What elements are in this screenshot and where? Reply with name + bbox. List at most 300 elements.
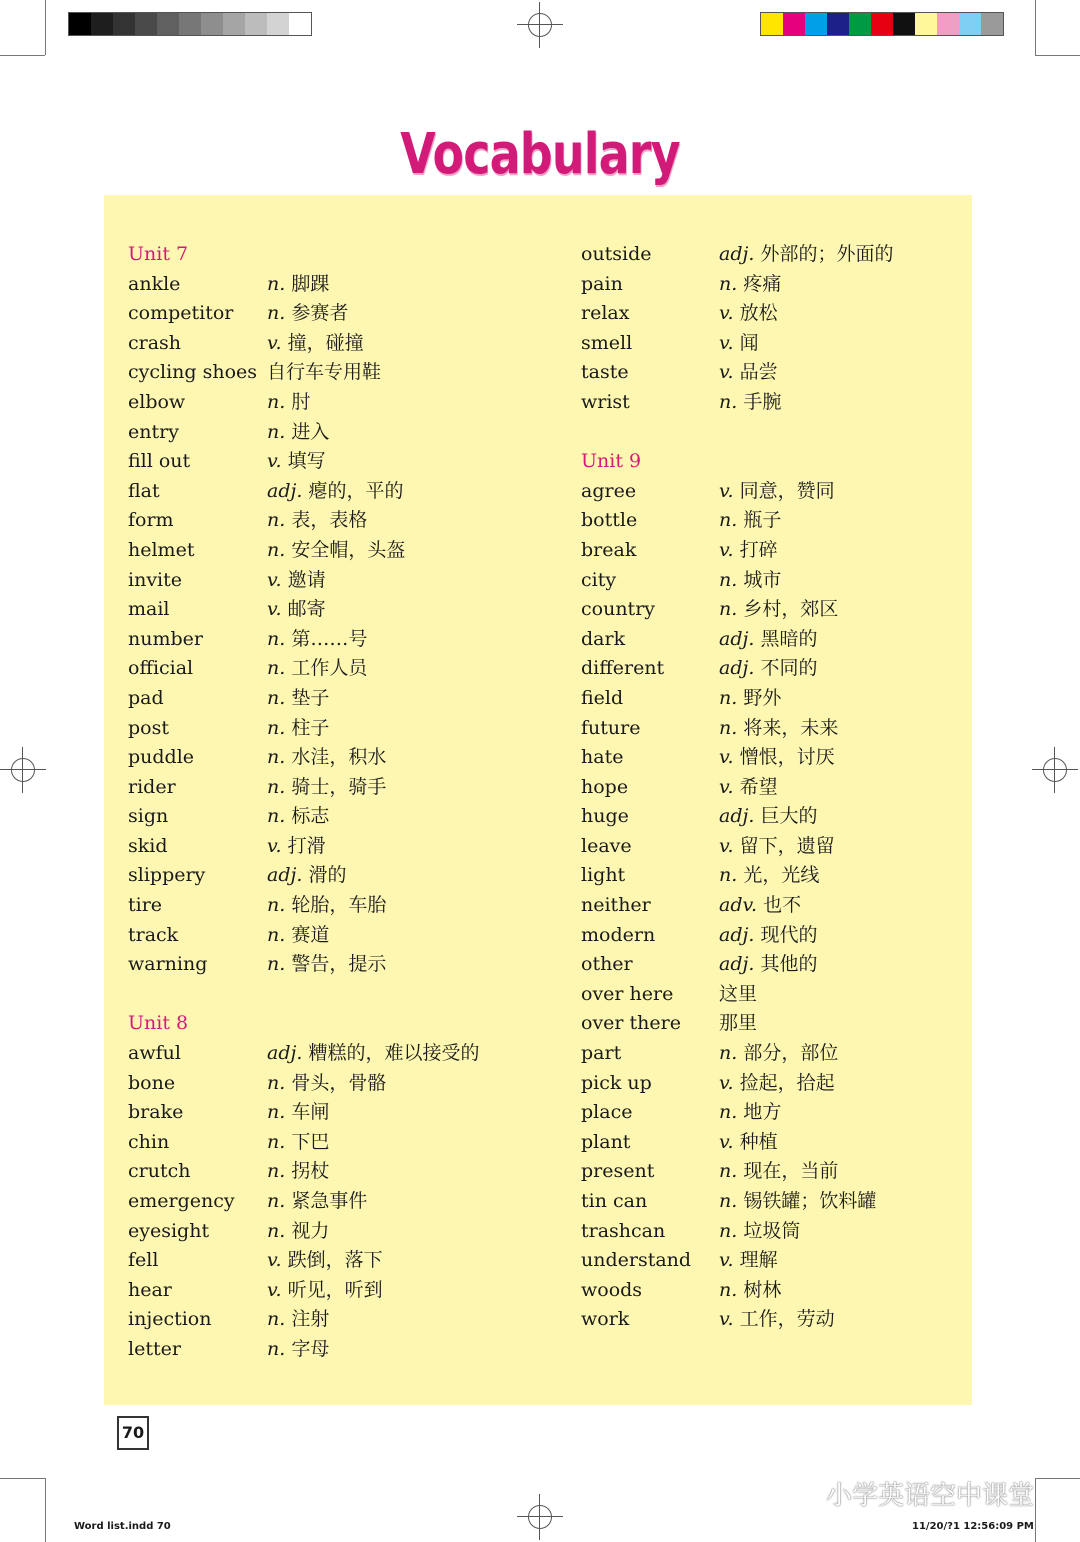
vocab-word: puddle	[128, 746, 195, 769]
vocab-entry	[581, 299, 1001, 329]
meaning: 瘪的，平的	[308, 479, 404, 502]
meaning: 垃圾筒	[743, 1219, 801, 1242]
meaning: 赛道	[291, 923, 330, 946]
vocab-entry	[128, 299, 548, 329]
meaning: 安全帽，头盔	[291, 538, 406, 561]
vocab-definition	[267, 1128, 329, 1158]
meaning: 品尝	[739, 361, 778, 384]
part-of-speech: v.	[719, 834, 734, 857]
section-spacer	[581, 418, 1001, 448]
vocab-entry	[581, 270, 1001, 300]
vocab-definition	[267, 1246, 383, 1276]
part-of-speech: v.	[719, 746, 734, 769]
vocab-word: tin can	[581, 1190, 648, 1212]
vocab-definition	[719, 536, 778, 566]
vocab-definition	[719, 861, 819, 891]
grayscale-swatch-bar	[68, 12, 312, 36]
meaning: 那里	[719, 1012, 758, 1035]
vocab-entry	[128, 1157, 548, 1187]
part-of-speech: v.	[719, 1130, 734, 1153]
vocab-entry	[581, 714, 1001, 744]
part-of-speech: v.	[719, 302, 734, 325]
part-of-speech: n.	[719, 390, 738, 413]
vocab-word: taste	[581, 361, 629, 384]
vocab-definition	[267, 1217, 329, 1247]
meaning: 进入	[291, 420, 330, 443]
vocab-definition	[719, 802, 817, 832]
part-of-speech: v.	[719, 331, 734, 354]
part-of-speech: n.	[719, 272, 738, 295]
vocab-entry	[581, 1009, 1001, 1039]
part-of-speech: v.	[719, 479, 734, 502]
vocab-word: crash	[128, 331, 182, 354]
vocab-word: invite	[128, 568, 183, 591]
vocab-entry	[128, 418, 548, 448]
part-of-speech: n.	[267, 420, 286, 443]
vocab-word: tire	[128, 894, 163, 917]
vocab-word: city	[581, 568, 617, 591]
vocab-entry	[581, 566, 1001, 596]
part-of-speech: n.	[267, 1337, 286, 1360]
vocab-definition	[267, 1069, 386, 1099]
vocab-definition	[719, 506, 781, 536]
part-of-speech: n.	[267, 1101, 286, 1124]
crop-mark-top-right-h	[1035, 55, 1080, 56]
vocab-definition	[267, 388, 310, 418]
meaning: 表，表格	[291, 509, 368, 532]
vocab-entry	[128, 1305, 548, 1335]
meaning: 垫子	[291, 686, 330, 709]
meaning: 瓶子	[743, 509, 782, 532]
meaning: 城市	[743, 568, 782, 591]
vocab-entry	[128, 625, 548, 655]
vocab-definition	[267, 447, 326, 477]
vocab-definition	[267, 861, 346, 891]
part-of-speech: adj.	[719, 627, 755, 650]
meaning: 轮胎，车胎	[291, 894, 387, 917]
crop-mark-top-right-v	[1035, 0, 1036, 55]
vocab-entry	[128, 921, 548, 951]
part-of-speech: n.	[267, 272, 286, 295]
meaning: 现在，当前	[743, 1160, 839, 1183]
vocab-definition	[267, 329, 364, 359]
vocab-definition	[719, 743, 835, 773]
page-title: Vocabulary	[400, 122, 680, 187]
part-of-speech: n.	[719, 1190, 738, 1212]
vocab-definition	[719, 1128, 778, 1158]
vocab-definition	[719, 891, 801, 921]
vocab-definition	[719, 1069, 835, 1099]
part-of-speech: n.	[719, 1278, 738, 1301]
meaning: 紧急事件	[291, 1190, 368, 1212]
vocab-word: future	[581, 716, 641, 739]
vocab-word: helmet	[128, 538, 195, 561]
vocab-entry	[581, 595, 1001, 625]
vocab-entry	[128, 329, 548, 359]
vocab-entry	[128, 1246, 548, 1276]
vocab-entry	[128, 1187, 548, 1217]
meaning: 邮寄	[287, 598, 326, 621]
part-of-speech: n.	[267, 1190, 286, 1212]
vocab-definition	[267, 1276, 383, 1306]
vocab-word: over there	[581, 1012, 681, 1035]
vocab-word: hear	[128, 1278, 172, 1301]
vocab-word: eyesight	[128, 1219, 210, 1242]
vocab-entry	[581, 1128, 1001, 1158]
meaning: 下巴	[291, 1130, 330, 1153]
part-of-speech: v.	[719, 361, 734, 384]
vocab-entry	[581, 358, 1001, 388]
part-of-speech: n.	[719, 686, 738, 709]
vocab-entry	[128, 477, 548, 507]
meaning: 锡铁罐；饮料罐	[743, 1190, 877, 1212]
vocab-definition	[719, 832, 835, 862]
vocab-definition	[267, 358, 381, 388]
part-of-speech: n.	[719, 1160, 738, 1183]
part-of-speech: adj.	[719, 923, 755, 946]
vocab-entry	[128, 714, 548, 744]
vocab-entry	[128, 832, 548, 862]
vocab-word: break	[581, 538, 637, 561]
page-number: 70	[117, 1416, 149, 1450]
meaning: 自行车专用鞋	[267, 361, 382, 384]
meaning: 参赛者	[291, 302, 349, 325]
meaning: 手腕	[743, 390, 782, 413]
meaning: 填写	[287, 450, 326, 473]
part-of-speech: n.	[719, 1042, 738, 1065]
vocab-definition	[719, 566, 781, 596]
meaning: 肘	[291, 390, 311, 413]
vocab-definition	[719, 388, 781, 418]
vocab-entry	[581, 950, 1001, 980]
vocab-entry	[128, 891, 548, 921]
crop-mark-bottom-left-h	[0, 1478, 45, 1479]
meaning: 滑的	[308, 864, 347, 887]
meaning: 捡起，拾起	[739, 1071, 835, 1094]
vocab-definition	[267, 1039, 479, 1069]
vocab-word: light	[581, 864, 626, 887]
meaning: 留下，遗留	[739, 834, 835, 857]
vocab-entry	[581, 388, 1001, 418]
meaning: 将来，未来	[743, 716, 839, 739]
vocab-definition	[267, 595, 326, 625]
vocab-word: field	[581, 686, 624, 709]
vocab-word: emergency	[128, 1190, 235, 1212]
vocab-entry	[581, 891, 1001, 921]
meaning: 打碎	[739, 538, 778, 561]
vocab-definition	[719, 684, 781, 714]
vocab-definition	[267, 802, 329, 832]
vocab-entry	[581, 1276, 1001, 1306]
vocab-word: letter	[128, 1337, 181, 1360]
part-of-speech: n.	[267, 775, 286, 798]
meaning: 疼痛	[743, 272, 782, 295]
vocab-word: number	[128, 627, 203, 650]
vocab-word: fill out	[128, 450, 191, 473]
vocab-definition	[719, 595, 838, 625]
meaning: 撞，碰撞	[287, 331, 364, 354]
vocab-definition	[267, 1157, 329, 1187]
vocab-definition	[719, 240, 893, 270]
part-of-speech: n.	[719, 1219, 738, 1242]
registration-mark-left	[0, 747, 46, 793]
part-of-speech: n.	[267, 538, 286, 561]
part-of-speech: v.	[719, 538, 734, 561]
vocab-entry	[581, 1069, 1001, 1099]
meaning: 不同的	[760, 657, 818, 680]
vocab-word: pad	[128, 686, 164, 709]
crop-mark-bottom-right-v	[1035, 1478, 1036, 1542]
vocab-definition	[719, 270, 781, 300]
registration-mark-right	[1032, 747, 1078, 793]
vocab-word: understand	[581, 1249, 692, 1272]
meaning: 第……号	[291, 627, 368, 650]
part-of-speech: adj.	[267, 479, 303, 502]
vocab-word: form	[128, 509, 174, 532]
unit-heading: Unit 7	[128, 243, 189, 265]
vocab-entry	[581, 802, 1001, 832]
vocab-definition	[267, 506, 367, 536]
vocab-word: flat	[128, 479, 160, 502]
vocab-entry	[128, 1276, 548, 1306]
vocab-entry	[581, 536, 1001, 566]
vocab-word: dark	[581, 627, 626, 650]
vocab-word: crutch	[128, 1160, 191, 1183]
vocab-entry	[581, 832, 1001, 862]
vocab-definition	[267, 950, 386, 980]
vocab-word: country	[581, 598, 656, 621]
meaning: 树林	[743, 1278, 782, 1301]
vocab-word: other	[581, 953, 633, 976]
vocab-word: over here	[581, 982, 674, 1005]
vocab-word: chin	[128, 1130, 170, 1153]
vocab-definition	[267, 832, 326, 862]
vocab-entry	[581, 743, 1001, 773]
part-of-speech: n.	[267, 716, 286, 739]
vocab-entry	[581, 654, 1001, 684]
meaning: 骨头，骨骼	[291, 1071, 387, 1094]
vocab-definition	[267, 1098, 329, 1128]
vocab-entry	[128, 270, 548, 300]
vocab-entry	[128, 1217, 548, 1247]
vocab-entry	[128, 595, 548, 625]
part-of-speech: n.	[267, 1071, 286, 1094]
meaning: 也不	[763, 894, 802, 917]
vocab-word: pain	[581, 272, 623, 295]
vocab-entry	[581, 477, 1001, 507]
vocab-definition	[719, 1305, 835, 1335]
vocab-entry	[128, 1335, 548, 1365]
vocab-word: awful	[128, 1042, 181, 1065]
vocab-definition	[267, 654, 367, 684]
vocab-word: elbow	[128, 390, 186, 413]
part-of-speech: n.	[267, 923, 286, 946]
vocab-entry	[128, 536, 548, 566]
part-of-speech: n.	[267, 686, 286, 709]
vocab-word: woods	[581, 1278, 643, 1301]
part-of-speech: v.	[267, 568, 282, 591]
registration-mark-top	[517, 2, 563, 48]
vocab-entry	[128, 388, 548, 418]
meaning: 放松	[739, 302, 778, 325]
vocab-word: track	[128, 923, 179, 946]
vocab-entry	[128, 1039, 548, 1069]
vocab-word: fell	[128, 1249, 159, 1272]
part-of-speech: v.	[267, 834, 282, 857]
meaning: 种植	[739, 1130, 778, 1153]
vocab-word: present	[581, 1160, 655, 1183]
meaning: 警告，提示	[291, 953, 387, 976]
vocab-word: competitor	[128, 302, 234, 325]
vocab-definition	[719, 1009, 757, 1039]
part-of-speech: adv.	[719, 894, 758, 917]
meaning: 巨大的	[760, 805, 818, 828]
meaning: 拐杖	[291, 1160, 330, 1183]
meaning: 车闸	[291, 1101, 330, 1124]
part-of-speech: v.	[267, 1249, 282, 1272]
meaning: 糟糕的，难以接受的	[308, 1042, 480, 1065]
part-of-speech: v.	[719, 775, 734, 798]
vocab-word: pick up	[581, 1071, 652, 1094]
vocab-definition	[267, 270, 329, 300]
vocab-entry	[128, 654, 548, 684]
wechat-icon	[780, 1478, 818, 1508]
vocab-word: leave	[581, 834, 632, 857]
vocab-entry	[128, 684, 548, 714]
vocab-entry	[128, 506, 548, 536]
part-of-speech: v.	[267, 598, 282, 621]
part-of-speech: n.	[267, 657, 286, 680]
vocab-entry	[581, 506, 1001, 536]
vocab-definition	[267, 921, 329, 951]
vocab-definition	[719, 1187, 876, 1217]
part-of-speech: n.	[267, 894, 286, 917]
vocab-definition	[719, 1276, 781, 1306]
vocab-definition	[267, 1335, 329, 1365]
part-of-speech: v.	[719, 1071, 734, 1094]
vocab-word: skid	[128, 834, 168, 857]
vocab-entry	[128, 802, 548, 832]
part-of-speech: n.	[267, 1219, 286, 1242]
vocab-entry	[581, 684, 1001, 714]
vocab-definition	[719, 329, 759, 359]
part-of-speech: n.	[267, 627, 286, 650]
vocab-word: relax	[581, 302, 630, 325]
part-of-speech: n.	[719, 716, 738, 739]
vocab-definition	[267, 625, 367, 655]
vocab-word: slippery	[128, 864, 206, 887]
meaning: 野外	[743, 686, 782, 709]
vocab-definition	[267, 536, 405, 566]
part-of-speech: n.	[267, 302, 286, 325]
crop-mark-bottom-right-h	[1035, 1478, 1080, 1479]
vocab-word: trashcan	[581, 1219, 666, 1242]
vocab-definition	[267, 743, 386, 773]
vocab-entry	[581, 1217, 1001, 1247]
meaning: 工作，劳动	[739, 1308, 835, 1331]
vocab-definition	[719, 654, 817, 684]
meaning: 希望	[739, 775, 778, 798]
meaning: 理解	[739, 1249, 778, 1272]
registration-mark-bottom	[517, 1494, 563, 1540]
vocab-word: different	[581, 657, 665, 680]
section-spacer	[128, 980, 548, 1010]
vocab-word: ankle	[128, 272, 181, 295]
part-of-speech: n.	[267, 509, 286, 532]
vocab-definition	[719, 950, 817, 980]
vocab-definition	[267, 299, 348, 329]
watermark-text: 小学英语空中课堂	[826, 1480, 1035, 1511]
meaning: 跌倒，落下	[287, 1249, 383, 1272]
part-of-speech: adj.	[267, 864, 303, 887]
vocab-word: entry	[128, 420, 179, 443]
vocab-word: bottle	[581, 509, 638, 532]
vocab-definition	[267, 477, 403, 507]
meaning: 标志	[291, 805, 330, 828]
part-of-speech: v.	[267, 1278, 282, 1301]
meaning: 工作人员	[291, 657, 368, 680]
vocab-definition	[719, 1098, 781, 1128]
part-of-speech: v.	[719, 1249, 734, 1272]
vocab-entry	[128, 566, 548, 596]
meaning: 部分，部位	[743, 1042, 839, 1065]
unit-heading: Unit 9	[581, 450, 642, 473]
meaning: 视力	[291, 1219, 330, 1242]
vocab-definition	[719, 299, 778, 329]
vocab-entry	[581, 329, 1001, 359]
vocab-definition	[719, 714, 838, 744]
color-swatch-bar	[760, 12, 1004, 36]
footer-timestamp: 11/20/?1 12:56:09 PM	[912, 1521, 1034, 1532]
vocab-entry	[581, 1039, 1001, 1069]
unit-heading: Unit 8	[128, 1012, 189, 1035]
vocab-definition	[719, 980, 757, 1010]
meaning: 光，光线	[743, 864, 820, 887]
meaning: 骑士，骑手	[291, 775, 387, 798]
vocab-entry	[581, 1187, 1001, 1217]
part-of-speech: v.	[267, 450, 282, 473]
vocab-entry	[581, 1157, 1001, 1187]
vocab-word: smell	[581, 331, 633, 354]
meaning: 现代的	[760, 923, 818, 946]
vocab-entry	[581, 625, 1001, 655]
vocab-definition	[267, 566, 326, 596]
vocab-definition	[719, 1246, 778, 1276]
vocab-word: agree	[581, 479, 637, 502]
vocab-word: injection	[128, 1308, 212, 1331]
vocab-definition	[719, 1217, 800, 1247]
vocab-definition	[719, 1157, 838, 1187]
vocab-definition	[719, 358, 778, 388]
vocab-entry	[581, 921, 1001, 951]
vocab-word: part	[581, 1042, 622, 1065]
part-of-speech: n.	[267, 1130, 286, 1153]
vocab-entry	[128, 1069, 548, 1099]
part-of-speech: adj.	[719, 953, 755, 976]
part-of-speech: n.	[267, 746, 286, 769]
meaning: 同意，赞同	[739, 479, 835, 502]
vocab-entry	[128, 861, 548, 891]
vocab-word: post	[128, 716, 169, 739]
meaning: 注射	[291, 1308, 330, 1331]
part-of-speech: n.	[267, 1308, 286, 1331]
vocab-word: mail	[128, 598, 170, 621]
vocab-word: official	[128, 657, 194, 680]
crop-mark-top-left-h	[0, 55, 45, 56]
part-of-speech: n.	[267, 390, 286, 413]
vocab-word: huge	[581, 805, 629, 828]
footer-file-info: Word list.indd 70	[74, 1521, 171, 1532]
